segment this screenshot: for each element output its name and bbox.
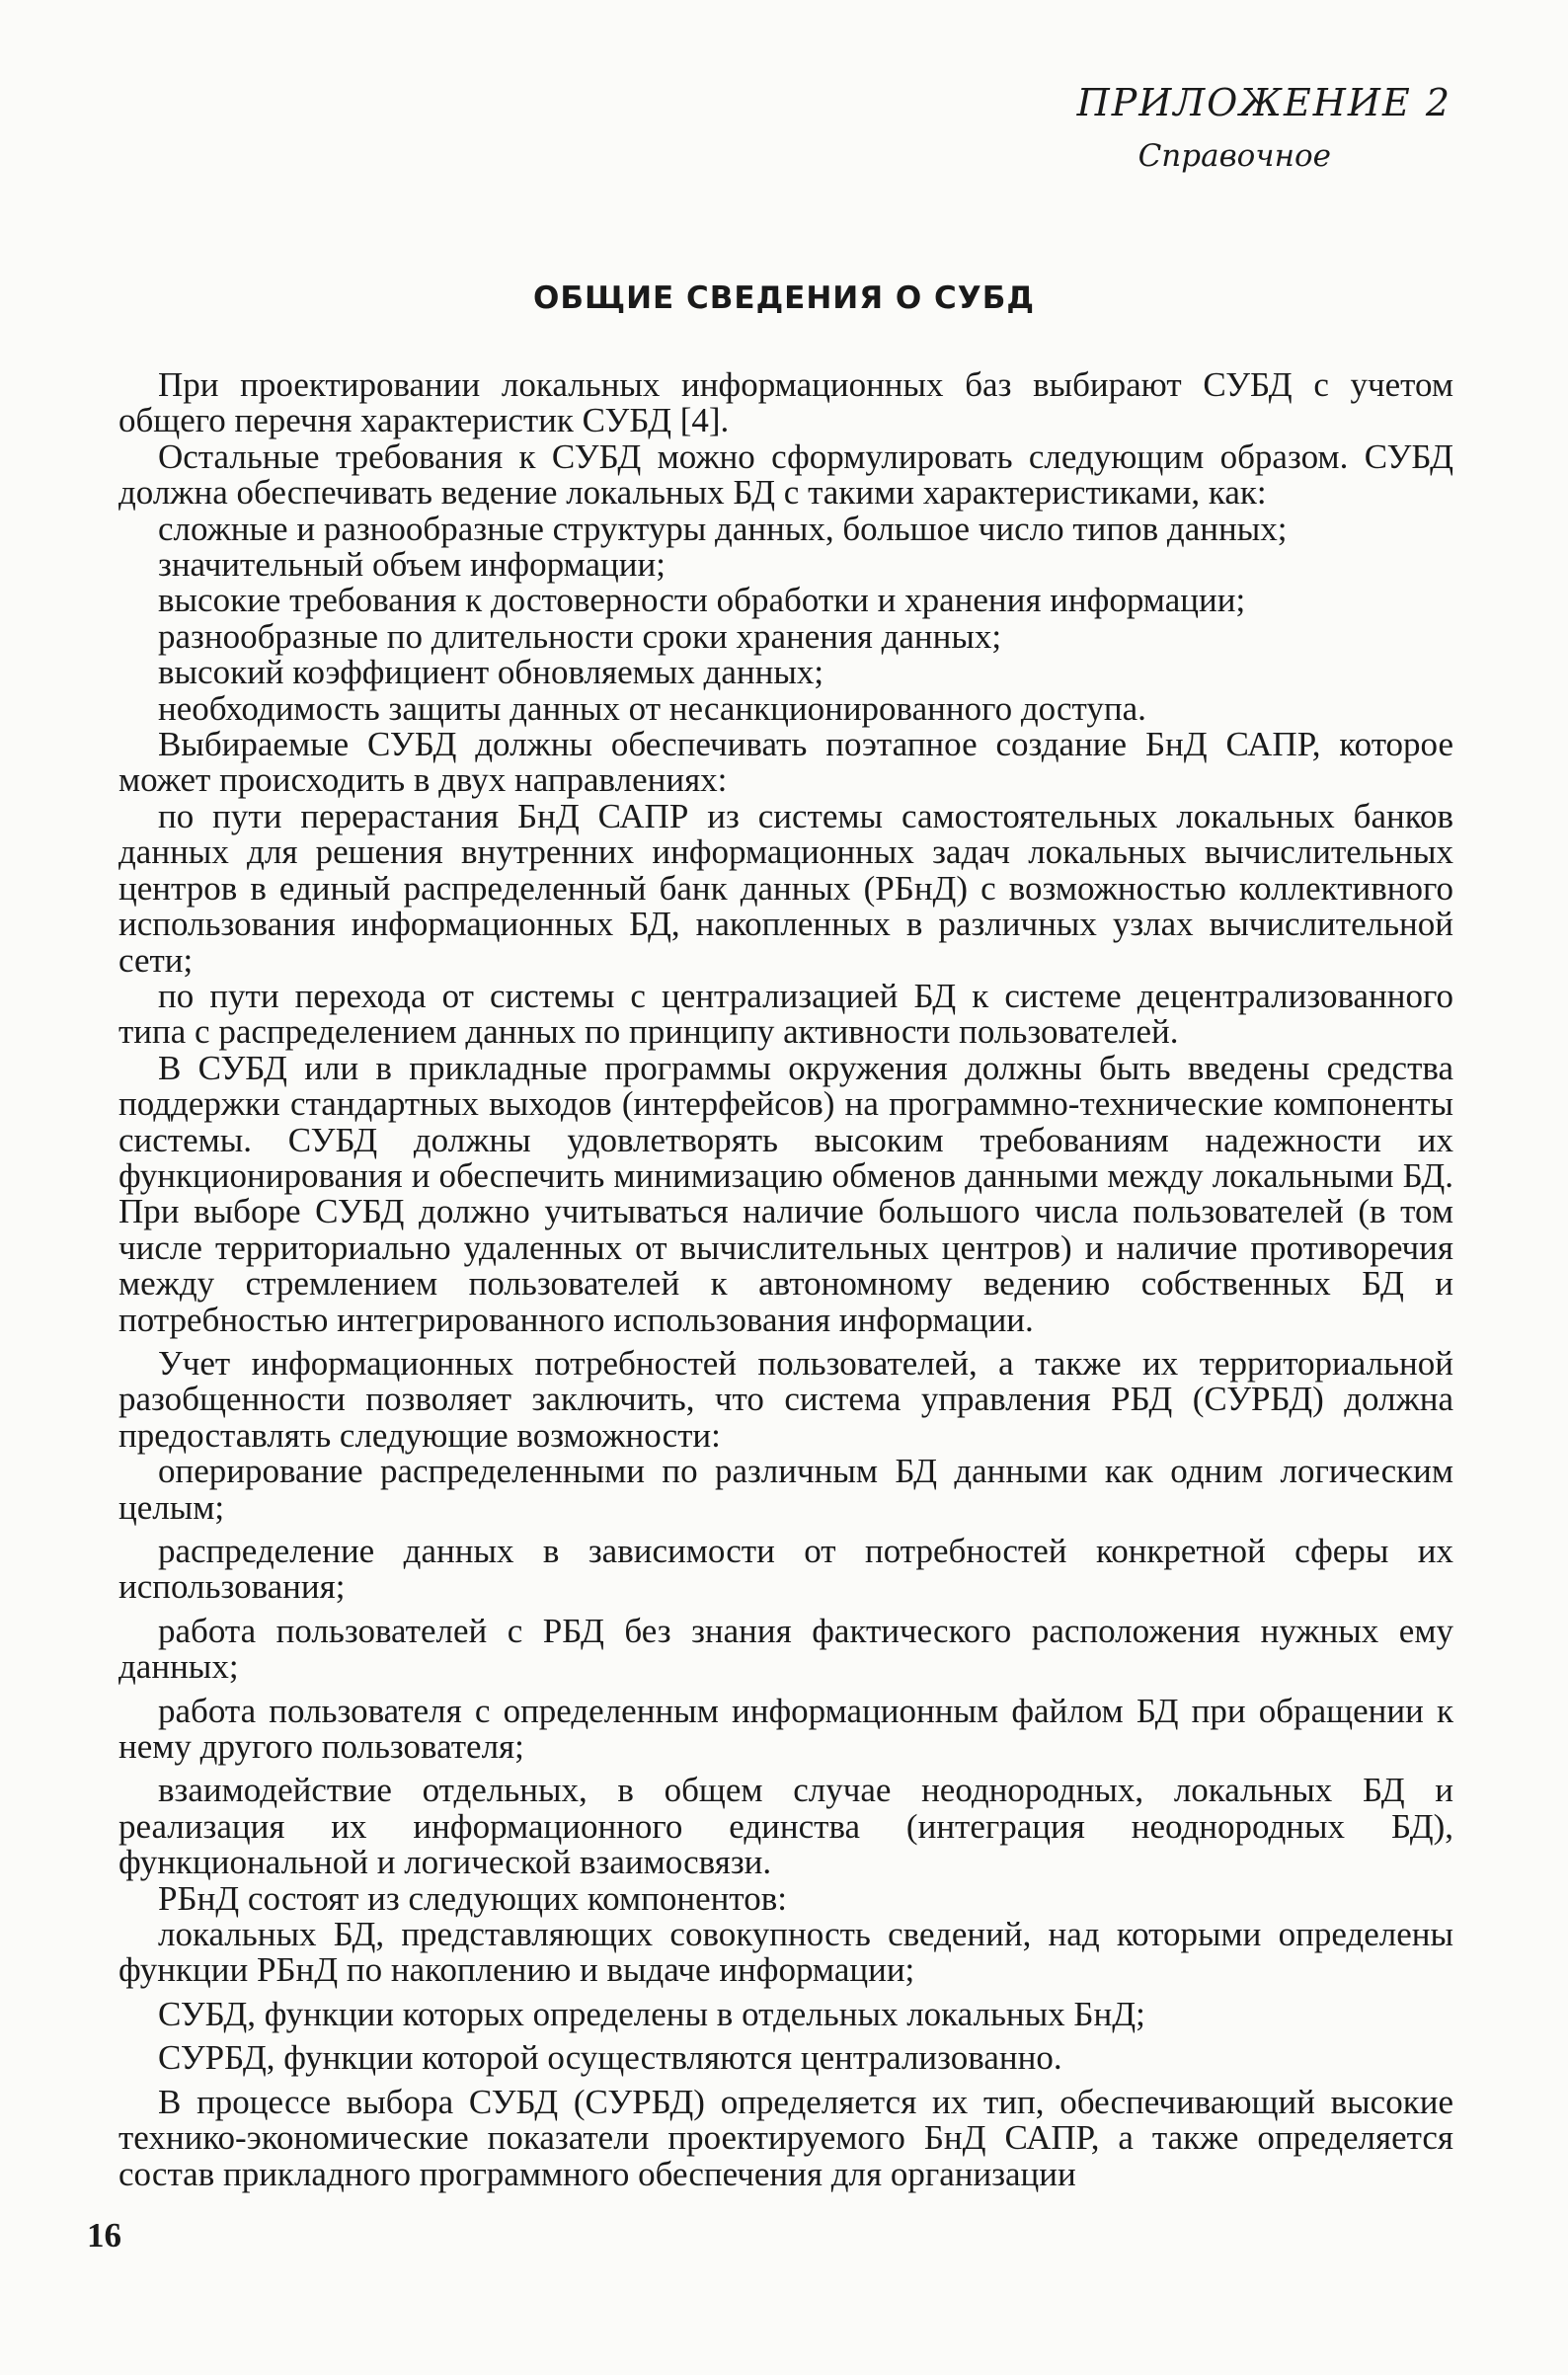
list-item: СУРБД, функции которой осуществляются централизованно. <box>158 2038 1062 2078</box>
page-title: ОБЩИЕ СВЕДЕНИЯ О СУБД <box>533 280 1035 316</box>
list-item: оперирование распределенными по различным БД данными как одним логическим целым; <box>118 1452 1453 1527</box>
body-text <box>118 367 1453 2192</box>
paragraph: В СУБД или в прикладные программы окружения должны быть введены средства поддержки стандартных выходов (интерфейсов) на программно-технические компоненты системы. СУБД должны удовлетворять высоким требованиям надежности их функционирования и обеспечить минимизацию обменов данными между локальными БД. При выборе СУБД должно учитываться наличие большого числа пользователей (в том числе территориально удаленных от вычислительных центров) и наличие противоречия между стремлением пользователей к автономному ведению собственных БД и потребностью интегрированного использования информации. <box>118 1048 1453 1339</box>
paragraph: РБнД состоят из следующих компонентов: <box>158 1878 787 1918</box>
page-number: 16 <box>87 2216 121 2255</box>
list-item: работа пользователей с РБД без знания фактического расположения нужных ему данных; <box>118 1611 1453 1687</box>
list-item: по пути перехода от системы с централизацией БД к системе децентрализованного типа с распределением данных по принципу активности пользователей. <box>118 976 1453 1052</box>
list-item: высокий коэффициент обновляемых данных; <box>158 653 824 692</box>
paragraph: Выбираемые СУБД должны обеспечивать поэтапное создание БнД САПР, которое может происходить в двух направлениях: <box>118 725 1453 800</box>
list-item: высокие требования к достоверности обработки и хранения информации; <box>158 581 1246 620</box>
list-item: работа пользователя с определенным информационным файлом БД при обращении к нему другого пользователя; <box>118 1691 1453 1767</box>
paragraph: В процессе выбора СУБД (СУРБД) определяется их тип, обеспечивающий высокие технико-экономические показатели проектируемого БнД САПР, а также определяется состав прикладного программного обеспечения для организации <box>118 2082 1453 2193</box>
list-item: по пути перерастания БнД САПР из системы самостоятельных локальных банков данных для решения внутренних информационных задач локальных вычислительных центров в единый распределенный банк данных (РБнД) с возможностью коллективного использования информационных БД, накопленных в различных узлах вычислительной сети; <box>118 796 1453 980</box>
paragraph: Учет информационных потребностей пользователей, а также их территориальной разобщенности позволяет заключить, что система управления РБД (СУРБД) должна предоставлять следующие возможности: <box>118 1343 1453 1455</box>
list-item: необходимость защиты данных от несанкционированного доступа. <box>158 688 1146 728</box>
paragraph: Остальные требования к СУБД можно сформулировать следующим образом. СУБД должна обеспечивать ведение локальных БД с такими характеристиками, как: <box>118 436 1453 513</box>
list-item: СУБД, функции которых определены в отдельных локальных БнД; <box>158 1994 1145 2033</box>
appendix-label: ПРИЛОЖЕНИЕ 2 <box>1076 81 1451 124</box>
list-item: распределение данных в зависимости от потребностей конкретной сферы их использования; <box>118 1532 1453 1607</box>
list-item: значительный объем информации; <box>158 545 666 585</box>
list-item: локальных БД, представляющих совокупность сведений, над которыми определены функции РБнД по накоплению и выдаче информации; <box>118 1915 1453 1990</box>
list-item: сложные и разнообразные структуры данных, большое число типов данных; <box>158 509 1288 548</box>
list-item: взаимодействие отдельных, в общем случае неоднородных, локальных БД и реализация их информационного единства (интеграция неоднородных БД), функциональной и логической взаимосвязи. <box>118 1771 1453 1882</box>
appendix-subtitle: Справочное <box>1137 138 1331 174</box>
list-item: разнообразные по длительности сроки хранения данных; <box>158 616 1002 656</box>
paragraph: При проектировании локальных информационных баз выбирают СУБД с учетом общего перечня характеристик СУБД [4]. <box>118 365 1453 440</box>
